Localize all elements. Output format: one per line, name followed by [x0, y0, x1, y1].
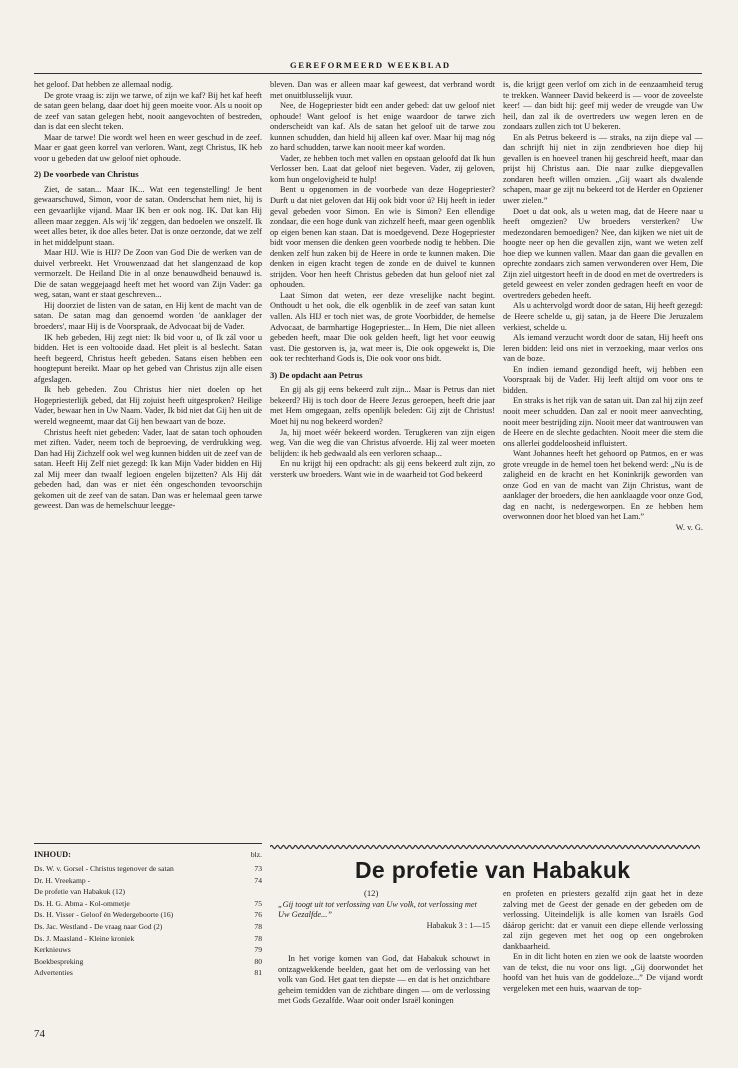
scripture-reference: Habakuk 3 : 1—15 — [426, 920, 490, 930]
toc-entry — [34, 956, 262, 968]
toc-entry-page: 79 — [254, 945, 262, 955]
scripture-quote — [278, 900, 490, 931]
paragraph: Als iemand verzucht wordt door de satan, Hij heeft ons leren bidden: leid ons niet in verzoeking, maar verlos ons van de boze. — [503, 333, 703, 364]
ornamental-wave-divider — [270, 844, 700, 850]
toc-entry — [34, 944, 262, 956]
paragraph: En indien iemand gezondigd heeft, wij hebben een Voorspraak bij de Vader. Hij leeft altijd om voor ons te bidden. — [503, 364, 703, 395]
column-3 — [503, 80, 703, 534]
paragraph: Ik heb gebeden. Zou Christus hier niet doelen op het Hogepriesterlijk gebed, dat Hij zojuist heeft uitgesproken? Heilige Vader, bewaar hen in Uw Naam. Vader, Ik bid niet dat Gij hen uit de wereld wegneemt, maar dat Gij hen bewaart van de boze. — [34, 385, 262, 426]
column-2 — [270, 80, 495, 480]
toc-entry-title: Dr. H. Vreekamp - De profetie van Habakuk (12) — [34, 875, 126, 897]
header-rule — [34, 73, 702, 74]
toc-divider — [34, 843, 262, 844]
paragraph: het geloof. Dat hebben ze allemaal nodig. — [34, 80, 174, 89]
paragraph: Als u achtervolgd wordt door de satan, Hij heeft gezegd: de Heere schelde u, gij satan, ja de Heere Die Jeruzalem verkiest, schelde u. — [503, 301, 703, 332]
toc-entry-title: Ds. W. v. Gorsel - Christus tegenover de satan — [34, 864, 174, 873]
paragraph: Ja, hij moet wéér bekeerd worden. Terugkeren van zijn eigen weg. Van die weg die van Christus afvoerde. Hij zal weer moeten belijden: ik heb gedwaald als een verloren schaap... — [270, 427, 495, 458]
toc-entry — [34, 921, 262, 933]
toc-entry-title: Kerknieuws — [34, 945, 71, 955]
toc-entry-page: 81 — [254, 968, 262, 978]
paragraph: Ziet, de satan... Maar IK... Wat een tegenstelling! Je bent gewaarschuwd, Simon, voor de satan. Onderschat hem niet, hij is een gevaarlijke vijand. Maar IK ben er ook nog. IK. Dat kan Hij alleen maar zeggen. Als wij 'ik' zeggen, dan bedoelen we onszelf. Ik weet alles beter, ik doe alles beter. Dat is onze oerzonde, dat we zelf in het middelpunt staan. — [34, 184, 262, 247]
paragraph: Want Johannes heeft het gehoord op Patmos, en er was grote vreugde in de hemel toen het bekend werd: „Nu is de zaligheid en de kracht en het Koninkrijk geworden van onze God en van de macht van Zijn Christus, want de aanklager der broeders, die hen aanklaagde voor onze God, dag en nacht, is nedergeworpen. En ze hebben hem overwonnen door het bloed van het Lam.” — [503, 449, 703, 522]
paragraph: Nee, de Hogepriester bidt een ander gebed: dat uw geloof niet ophoude! Want geloof is het enige waardoor de tarwe zich onderscheidt van kaf. Als de satan het geloof uit de tarwe zou kunnen schudden, dan hield hij alleen kaf over. Maar hij mag nóg zo hard schudden, tarwe kan nooit meer kaf worden. — [270, 101, 495, 153]
toc-entry — [34, 909, 262, 921]
paragraph: en profeten en priesters gezalfd zijn gaat het in deze zalving met de Geest der genade en der gebeden om de verlossing. Uiteindelijk is alle komen van Israëls God dáárop gericht: dat er vanuit een diepe ellende verlossing zal zijn gegeven met het oog op een ongebroken dankbaarheid. — [503, 889, 703, 951]
toc-blz-label: blz. — [250, 850, 262, 859]
paragraph: Christus heeft niet gebeden: Vader, laat de satan toch ophouden met ziften. Vader, neem toch de beproeving, de verdrukking weg. Dan had Hij Zichzelf ook wel weg kunnen bidden uit de zeef van de satan. Heeft Hij Zelf niet gezegd: Ik kan Mijn Vader bidden en Hij zal Mij meer dan twaalf legioen engelen bijzetten? Als Hij dát gebeden had, dan was er niet één ongeschonden tevoorschijn gekomen uit de zeef van de satan. Dan was er helemaal geen tarwe geweest. Dan was de hemelschuur leegge- — [34, 427, 262, 511]
paragraph: Laat Simon dat weten, eer deze vreselijke nacht begint. Onthoudt u het ook, die elk ogenblik in de zeef van satan kunt vallen. Als HIJ er toch niet was, de grote Voorbidder, de hemelse Advocaat, de barmhartige Hogepriester... In Hem, Die niet alleen gebeden heeft, maar Die ook gelden heeft, ligt het voor eeuwig vast. Die gestorven is, ja, wat meer is, Die ook opgewekt is, Die ook ter rechterhand Gods is, Die ook voor ons bidt. — [270, 290, 495, 364]
article-number: (12) — [364, 888, 379, 898]
paragraph: Bent u opgenomen in de voorbede van deze Hogepriester? Durft u dat niet geloven dat Hij ook bidt voor ú? Hij heeft in ieder geval gebeden voor Simon. En wie is Simon? Een ellendige zondaar, die een hoge dunk van zichzelf heeft, maar geen ogenblik op eigen benen kan staan. Dat is moedgevend. Deze Hogepriester bidt voor mensen die denken geen voorbede nodig te hebben. Die denken zelf hun zaken bij de Heere in orde te kunnen maken. Die denken in eigen kracht tegen de zonde en de duivel te kunnen strijden. Voor hen heeft Christus gebeden dat hun geloof niet zal ophouden. — [270, 185, 495, 290]
toc-entry-title: Ds. Jac. Westland - De vraag naar God (2) — [34, 921, 163, 931]
paragraph: IK heb gebeden, Hij zegt niet: Ik bid voor u, of Ik zál voor u bidden. Het is een voltooide daad. Het pleit is al beslecht. Satan heeft begeerd, Christus heeft gebeden. Satans eisen hebben een hoogtepunt bereikt. Maar op het gebed van Christus zijn alle eisen afgeslagen. — [34, 332, 262, 384]
paragraph: Vader, ze hebben toch met vallen en opstaan geloofd dat Ik hun Verlosser ben. Laat dat geloof niet begeven. Vader, zij geloven, kom hun ongelovigheid te hulp! — [270, 153, 495, 184]
paragraph: En in dit licht hoten en zien we ook de laatste woorden van de tekst, die nu voor ons ligt. „Gij doorwondet het hoofd van het huis van de goddeloze...” De vijand wordt vergeleken met een huis, waarvan de top- — [503, 952, 703, 993]
article-title: De profetie van Habakuk — [355, 857, 631, 883]
toc-entry-title: Ds. H. Visser - Geloof én Wedergeboorte (16) — [34, 910, 174, 920]
journal-title: GEREFORMEERD WEEKBLAD — [290, 60, 451, 70]
toc-entry — [34, 967, 262, 979]
toc-entry-title: Advertenties — [34, 968, 73, 978]
toc-entry — [34, 898, 262, 910]
section-heading: 3) De opdacht aan Petrus — [270, 369, 363, 380]
paragraph: In het vorige komen van God, dat Habakuk schouwt in ontzagwekkende beelden, gaat het om de verlossing van het volk van God. Het gaat ten diepste — en dat is het onzichtbare geheim temidden van de zichtbare dingen — om de verlossing met Gods Gezalfde. Waar ooit onder Israël koningen — [278, 954, 490, 1006]
article-column-2 — [503, 889, 703, 994]
toc-entry — [34, 933, 262, 945]
toc-entry-page: 80 — [254, 956, 262, 966]
paragraph: En straks is het rijk van de satan uit. Dan zal hij zijn zeef nooit meer schudden. Dan zal er nooit meer aanvechting, nooit meer bestrijding zijn. Nooit meer dat wantrouwen van de Heere en de slechte gedachten. Nooit meer die stem die ons allerlei goddeloosheid influistert. — [503, 396, 703, 448]
toc-entry-page: 75 — [254, 898, 262, 908]
paragraph: Hij doorziet de listen van de satan, en Hij kent de macht van de satan. De satan mag dan genoemd worden 'de aanklager der broeders', maar Hij is de Voorspraak, de Advocaat bij de Vader. — [34, 300, 262, 332]
paragraph: En gij als gij eens bekeerd zult zijn... Maar is Petrus dan niet bekeerd? Hij is toch door de Heere Jezus geroepen, heeft drie jaar met Hem omgegaan, zelfs openlijk beleden: Gij zijt de Christus! Moet hij nu nog bekeerd worden? — [270, 385, 495, 426]
toc-title: INHOUD: — [34, 850, 71, 859]
author-signature: W. v. G. — [675, 522, 703, 532]
toc-entry-title: Ds. J. Maasland - Kleine kroniek — [34, 933, 135, 943]
toc-entry-title: Ds. H. G. Abma - Kol-ommetje — [34, 898, 130, 908]
toc-entry — [34, 875, 262, 898]
paragraph: En nu krijgt hij een opdracht: als gij eens bekeerd zult zijn, zo versterk uw broeders. Want wie in de waarheid tot God bekeerd — [270, 459, 495, 479]
paragraph: En als Petrus bekeerd is — straks, na zijn diepe val — dan schrijft hij niet in zijn zendbrieven hoe diep hij gevallen is en hoeveel tranen hij geschreid heeft, maar dan prijst hij Christus aan. Die naar zulke diepgevallen zondaren heeft willen omzien. „Gij waart als dwalende schapen, maar ge zijt nu bekeerd tot de Herder en Opziener uwer zielen.” — [503, 132, 703, 206]
section-heading: 2) De voorbede van Christus — [34, 169, 139, 180]
paragraph: De grote vraag is: zijn we tarwe, of zijn we kaf? Bij het kaf heeft de satan geen belang, daar doet hij geen moeite voor. Als u nooit op de zeef van satan gelegen hebt, nooit aangevochten of bestreden, dan is dat een slecht teken. — [34, 90, 262, 132]
paragraph: Maar HIJ. Wie is HIJ? De Zoon van God Die de werken van de duivel verbreekt. Het Vrouwenzaad dat het slangenzaad de kop vermorzelt. De Heiland Die in al onze benauwdheid benauwd is. Die de satan weggejaagd heeft met het woord van Zijn Vader: ga weg, satan, want er staat geschreven... — [34, 248, 262, 300]
toc-entry-page: 76 — [254, 910, 262, 920]
article-column-1 — [278, 954, 490, 1007]
column-1 — [34, 80, 262, 512]
paragraph: Maar de tarwe! Die wordt wel heen en weer geschud in de zeef. Maar er gaat geen korrel van verloren. Want, zegt Christus, IK heb voor u gebeden dat uw geloof niet ophoude. — [34, 132, 262, 163]
toc-entry-page: 78 — [254, 933, 262, 943]
paragraph: is, die krijgt geen verlof om zich in de eenzaamheid terug te trekken. Wanneer David bekeerd is — voor de zoveelste keer! — dan bidt hij: geef mij weder de vreugde van Uw heil, dan zal ik de overtreders uw wegen leren en de zondaars zullen zich tot U bekeren. — [503, 80, 703, 132]
toc-entry — [34, 863, 262, 875]
toc-entry-page: 74 — [254, 875, 262, 885]
table-of-contents — [34, 850, 262, 979]
scripture-quote-text: „Gij toogt uit tot verlossing van Uw volk, tot verlossing met Uw Gezalfde...” — [278, 900, 477, 920]
toc-entry-page: 73 — [254, 864, 262, 873]
paragraph: Doet u dat ook, als u weten mag, dat de Heere naar u heeft omgezien? Uw broeders versterken? Uw medezondaren bemoedigen? Nee, dan kijken we niet uit de hoogte neer op hen die gevallen zijn, want we weten zelf hoe diep we kunnen vallen. Maar dan gaan die gevallen en oprechte zondaars zich samen verwonderen over Hem, Die Zijn ziel uitgestort heeft in de dood en met de overtreders is geteld geweest en veler zonden gedragen heeft en voor de overtreders gebeden heeft. — [503, 206, 703, 300]
toc-entry-title: Boekbespreking — [34, 956, 84, 966]
page-number: 74 — [34, 1028, 45, 1040]
toc-entry-page: 78 — [254, 921, 262, 931]
paragraph: bleven. Dan was er alleen maar kaf geweest, dat verbrand wordt met onuitblusselijk vuur. — [270, 80, 495, 100]
